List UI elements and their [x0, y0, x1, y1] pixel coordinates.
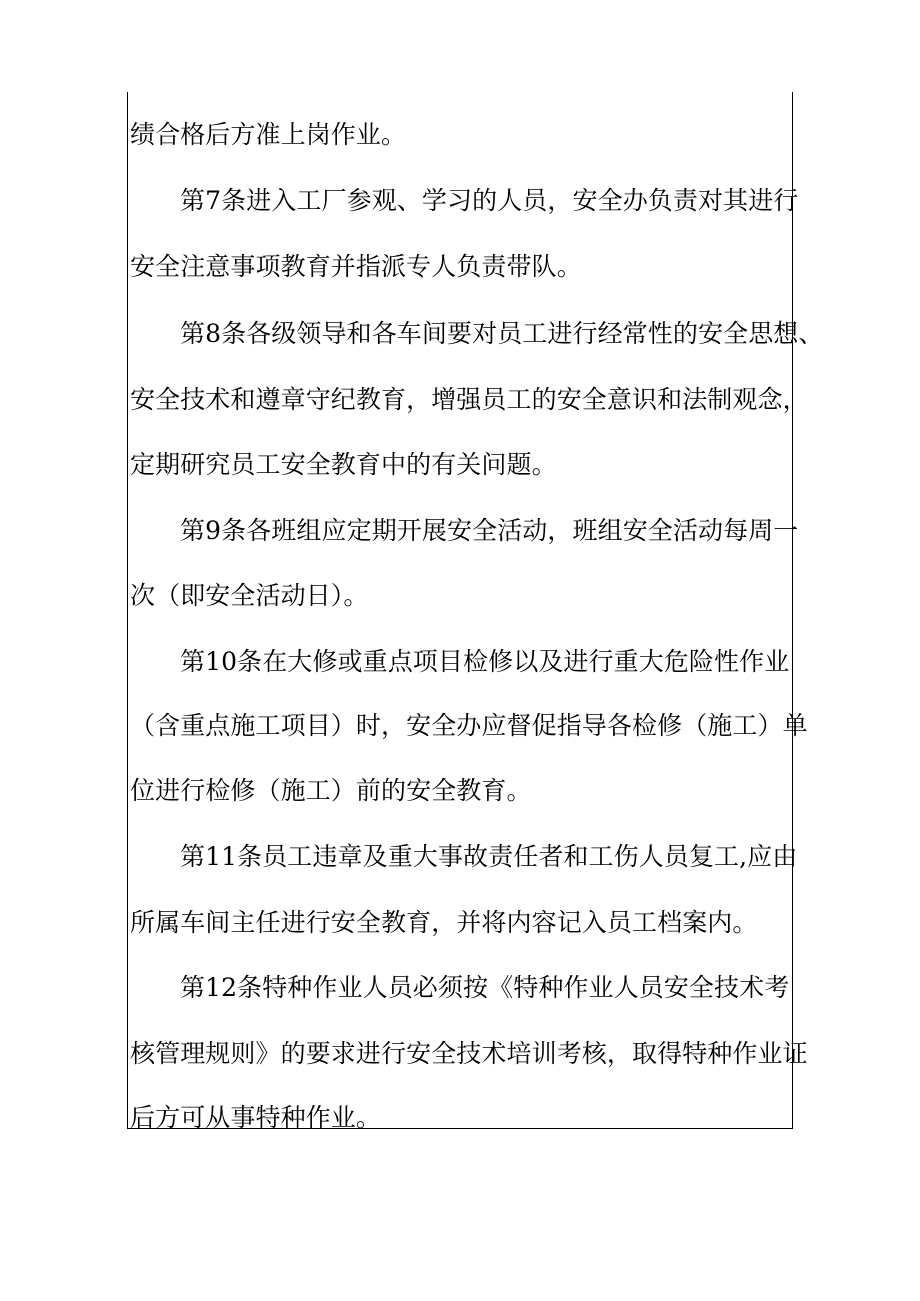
- text-line: 次（即安全活动日）。: [130, 581, 369, 610]
- text-line: 安全注意事项教育并指派专人负责带队。: [130, 252, 582, 281]
- text-line: （含重点施工项目）时，安全办应督促指导各检修（施工）单: [130, 711, 808, 740]
- text-line: 核管理规则》的要求进行安全技术培训考核，取得特种作业证: [130, 1039, 808, 1068]
- text-line: 定期研究员工安全教育中的有关问题。: [130, 450, 557, 479]
- text-line: 安全技术和遵章守纪教育，增强员工的安全意识和法制观念，: [130, 385, 808, 414]
- text-line: 所属车间主任进行安全教育，并将内容记入员工档案内。: [130, 908, 758, 937]
- article-9-line: 第9条各班组应定期开展安全活动，班组安全活动每周一: [180, 516, 799, 545]
- text-line: 后方可从事特种作业。: [130, 1103, 382, 1132]
- article-10-line: 第10条在大修或重点项目检修以及进行重大危险性作业: [180, 647, 790, 676]
- text-line: 位进行检修（施工）前的安全教育。: [130, 776, 532, 805]
- article-8-line: 第8条各级领导和各车间要对员工进行经常性的安全思想、: [180, 319, 824, 348]
- article-12-line: 第12条特种作业人员必须按《特种作业人员安全技术考: [180, 973, 790, 1002]
- article-11-line: 第11条员工违章及重大事故责任者和工伤人员复工,应由: [180, 842, 798, 871]
- article-7-line: 第7条进入工厂参观、学习的人员，安全办负责对其进行: [180, 186, 799, 215]
- text-line: 绩合格后方准上岗作业。: [130, 120, 407, 149]
